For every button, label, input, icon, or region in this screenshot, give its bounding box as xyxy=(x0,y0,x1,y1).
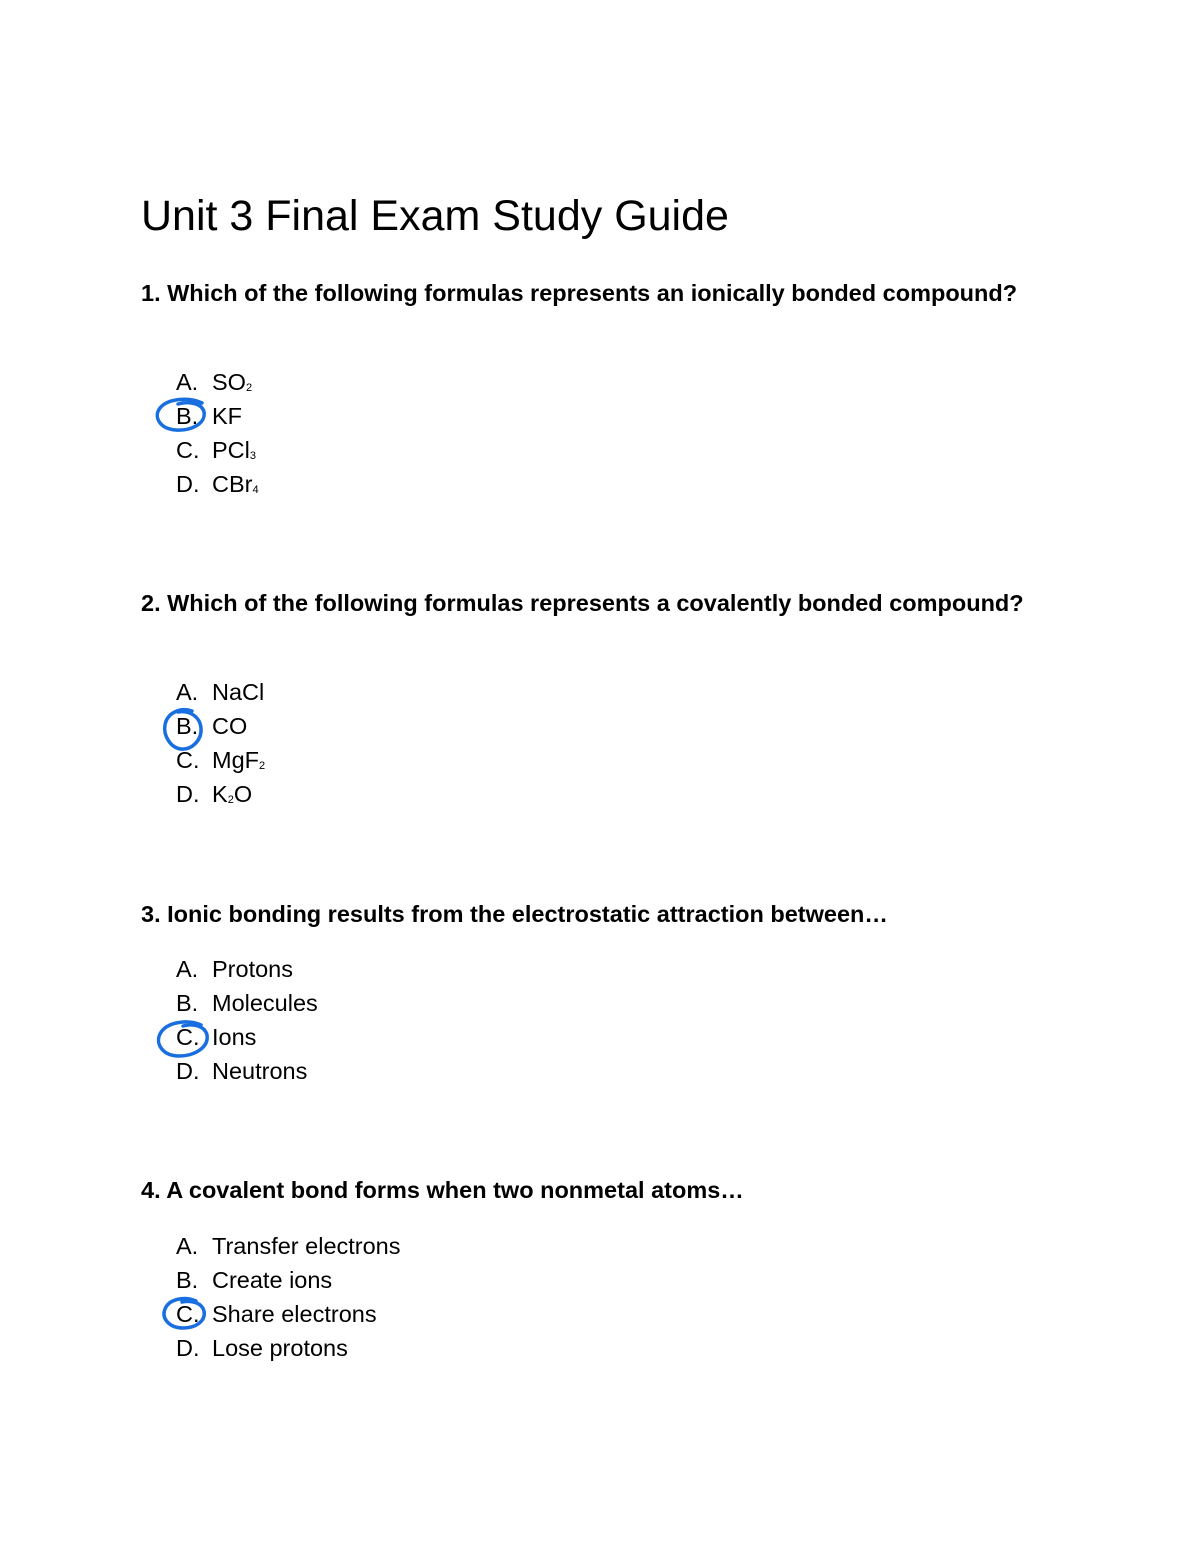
question-4-options xyxy=(176,1229,401,1365)
option-3d: D. Neutrons xyxy=(176,1058,308,1084)
option-1a: A. SO2 xyxy=(176,369,253,395)
question-3-options xyxy=(176,952,318,1088)
option-4a: A. Transfer electrons xyxy=(176,1233,401,1259)
option-3b: B. Molecules xyxy=(176,990,318,1016)
option-1d: D. CBr4 xyxy=(176,471,259,497)
option-4d: D. Lose protons xyxy=(176,1335,348,1361)
question-2: 2. Which of the following formulas represents a covalently bonded compound? xyxy=(141,590,1024,616)
option-4c: C. Share electrons xyxy=(176,1301,377,1327)
option-3a: A. Protons xyxy=(176,956,293,982)
option-2c: C. MgF2 xyxy=(176,747,266,773)
question-4: 4. A covalent bond forms when two nonmetal atoms… xyxy=(141,1177,744,1203)
option-1b: B. KF xyxy=(176,403,243,429)
option-4b: B. Create ions xyxy=(176,1267,333,1293)
page-title: Unit 3 Final Exam Study Guide xyxy=(141,192,729,240)
option-2d: D. K2O xyxy=(176,781,253,807)
option-1c: C. PCl3 xyxy=(176,437,256,463)
question-1-options xyxy=(176,365,259,501)
question-3: 3. Ionic bonding results from the electrostatic attraction between… xyxy=(141,901,888,927)
question-1: 1. Which of the following formulas represents an ionically bonded compound? xyxy=(141,280,1018,306)
option-2a: A. NaCl xyxy=(176,679,265,705)
option-2b: B. CO xyxy=(176,713,248,739)
option-3c: C. Ions xyxy=(176,1024,257,1050)
question-2-options xyxy=(176,675,265,811)
